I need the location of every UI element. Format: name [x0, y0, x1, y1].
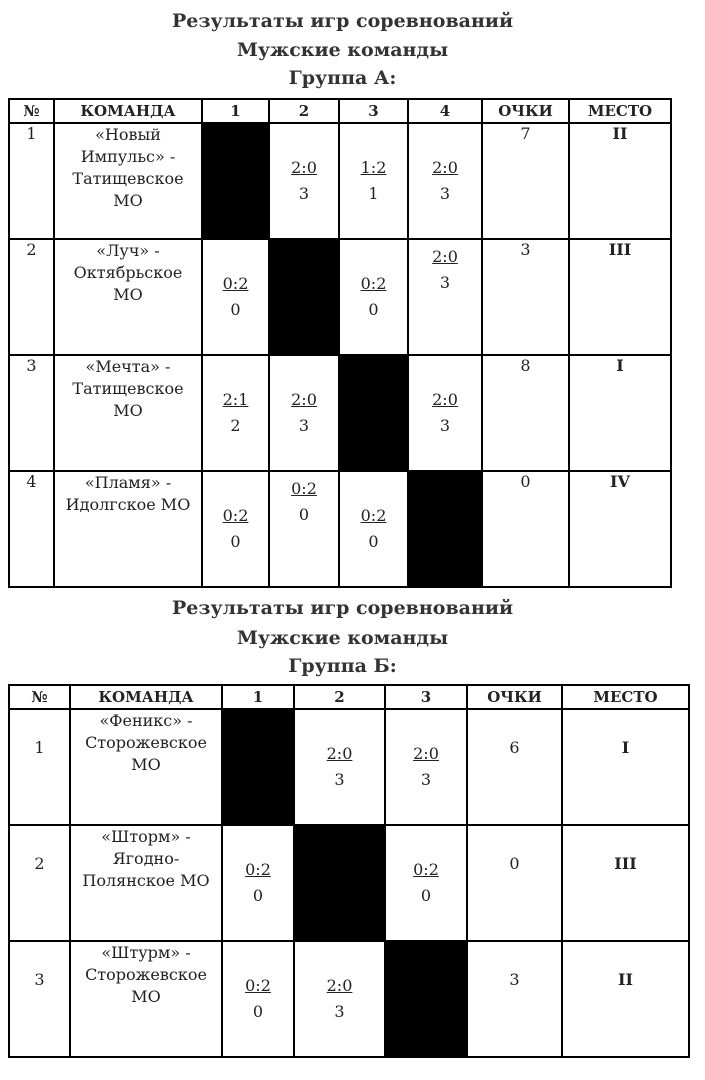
team-name	[54, 123, 202, 239]
match-points: 3	[298, 184, 310, 203]
team-name-line: Октябрьское	[73, 263, 183, 282]
match-result-cell	[339, 239, 408, 355]
match-score: 1:2	[360, 158, 387, 177]
match-result-cell	[202, 355, 269, 471]
group-a-title-line1: Результаты игр соревнований	[171, 10, 514, 32]
header-team: КОМАНДА	[70, 685, 222, 709]
self-match-cell	[202, 123, 269, 239]
team-place: I	[562, 709, 689, 825]
team-name-line: «Пламя» -	[84, 473, 172, 492]
match-score: 0:2	[222, 506, 249, 525]
match-points: 3	[439, 273, 451, 292]
match-result-cell	[294, 941, 385, 1057]
match-points: 0	[230, 532, 241, 551]
match-result-cell	[385, 825, 467, 941]
team-name-line: МО	[113, 401, 143, 420]
team-name-line: Ягодно-	[112, 849, 180, 868]
header-opponent-2: 2	[269, 99, 339, 123]
total-points: 0	[482, 471, 569, 587]
match-result-cell	[222, 941, 294, 1057]
group-b-title-line1: Результаты игр соревнований	[171, 597, 514, 619]
team-number: 2	[9, 825, 70, 941]
total-points: 0	[467, 825, 562, 941]
group-a-title-line3: Группа А:	[288, 67, 397, 89]
header-points: ОЧКИ	[467, 685, 562, 709]
header-opponent-1: 1	[222, 685, 294, 709]
match-points: 3	[420, 770, 432, 789]
team-name-line: Татищевское	[72, 169, 184, 188]
header-opponent-4: 4	[408, 99, 482, 123]
team-name-line: «Штурм» -	[101, 943, 191, 962]
header-points: ОЧКИ	[482, 99, 569, 123]
team-name-line: «Луч» -	[96, 241, 160, 260]
header-number: №	[9, 99, 54, 123]
match-result-cell	[408, 355, 482, 471]
match-points: 0	[252, 886, 264, 905]
table-row	[9, 941, 689, 1057]
self-match-cell	[294, 825, 385, 941]
self-match-cell	[385, 941, 467, 1057]
team-name	[70, 825, 222, 941]
match-points: 3	[439, 416, 451, 435]
header-number: №	[9, 685, 70, 709]
match-score: 2:0	[432, 390, 458, 409]
total-points: 6	[467, 709, 562, 825]
team-name-line: МО	[131, 987, 161, 1006]
team-name-line: МО	[131, 755, 161, 774]
table-row	[9, 825, 689, 941]
match-points: 0	[368, 532, 379, 551]
table-row	[9, 471, 671, 587]
team-name	[54, 471, 202, 587]
self-match-cell	[222, 709, 294, 825]
self-match-cell	[339, 355, 408, 471]
match-score: 2:0	[291, 158, 317, 177]
match-score: 0:2	[360, 274, 387, 293]
match-score: 0:2	[360, 506, 387, 525]
match-points: 2	[230, 416, 241, 435]
match-score: 0:2	[413, 860, 439, 879]
team-name	[70, 941, 222, 1057]
team-number: 1	[9, 123, 54, 239]
match-result-cell	[269, 471, 339, 587]
team-name-line: Сторожевское	[85, 965, 207, 984]
self-match-cell	[269, 239, 339, 355]
team-name-line: Идолгское МО	[65, 495, 191, 514]
header-place: МЕСТО	[569, 99, 671, 123]
table-row	[9, 123, 671, 239]
match-score: 0:2	[245, 976, 271, 995]
match-score: 0:2	[222, 274, 249, 293]
team-name-line: «Феникс» -	[99, 711, 193, 730]
team-name-line: «Мечта» -	[85, 357, 171, 376]
team-name-line: «Новый	[95, 125, 161, 144]
match-points: 0	[368, 300, 379, 319]
self-match-cell	[408, 471, 482, 587]
group-a-title-line2: Мужские команды	[236, 39, 449, 61]
match-score: 2:0	[432, 158, 458, 177]
group-a-header-row	[9, 99, 671, 123]
team-name	[54, 239, 202, 355]
match-result-cell	[202, 239, 269, 355]
team-number: 3	[9, 941, 70, 1057]
header-team: КОМАНДА	[54, 99, 202, 123]
total-points: 3	[467, 941, 562, 1057]
team-number: 2	[9, 239, 54, 355]
header-opponent-1: 1	[202, 99, 269, 123]
team-number: 1	[9, 709, 70, 825]
team-number: 4	[9, 471, 54, 587]
team-name-line: «Шторм» -	[101, 827, 191, 846]
match-points: 0	[298, 505, 310, 524]
header-opponent-3: 3	[385, 685, 467, 709]
match-result-cell	[385, 709, 467, 825]
match-score: 2:0	[291, 390, 317, 409]
match-points: 0	[230, 300, 241, 319]
match-points: 0	[420, 886, 432, 905]
group-b-header-row	[9, 685, 689, 709]
group-b-title-line2: Мужские команды	[236, 627, 449, 649]
match-result-cell	[222, 825, 294, 941]
team-name-line: Полянское МО	[82, 871, 210, 890]
match-points: 0	[252, 1002, 264, 1021]
total-points: 7	[482, 123, 569, 239]
table-row	[9, 355, 671, 471]
table-row	[9, 709, 689, 825]
table-row	[9, 239, 671, 355]
match-score: 2:0	[326, 976, 353, 995]
match-points: 3	[334, 770, 345, 789]
match-score: 0:2	[291, 479, 317, 498]
team-place: III	[569, 239, 671, 355]
team-name-line: Импульс» -	[80, 147, 176, 166]
team-place: III	[562, 825, 689, 941]
header-opponent-3: 3	[339, 99, 408, 123]
match-score: 2:0	[326, 744, 353, 763]
team-name	[54, 355, 202, 471]
header-opponent-2: 2	[294, 685, 385, 709]
group-b-title-line3: Группа Б:	[288, 655, 397, 677]
match-points: 3	[334, 1002, 345, 1021]
group-a-results-table	[8, 98, 672, 588]
team-name-line: Сторожевское	[85, 733, 207, 752]
team-name-line: МО	[113, 191, 143, 210]
team-name-line: Татищевское	[72, 379, 184, 398]
match-score: 0:2	[245, 860, 271, 879]
team-place: I	[569, 355, 671, 471]
total-points: 8	[482, 355, 569, 471]
group-b-results-table	[8, 684, 690, 1058]
total-points: 3	[482, 239, 569, 355]
match-result-cell	[269, 123, 339, 239]
match-result-cell	[408, 123, 482, 239]
match-result-cell	[339, 123, 408, 239]
match-result-cell	[408, 239, 482, 355]
match-points: 3	[298, 416, 310, 435]
match-result-cell	[294, 709, 385, 825]
team-number: 3	[9, 355, 54, 471]
match-result-cell	[202, 471, 269, 587]
team-place: IV	[569, 471, 671, 587]
team-place: II	[562, 941, 689, 1057]
match-score: 2:0	[432, 247, 458, 266]
team-place: II	[569, 123, 671, 239]
match-points: 1	[368, 184, 379, 203]
match-result-cell	[269, 355, 339, 471]
match-score: 2:0	[413, 744, 439, 763]
team-name-line: МО	[113, 285, 143, 304]
header-place: МЕСТО	[562, 685, 689, 709]
team-name	[70, 709, 222, 825]
match-score: 2:1	[222, 390, 249, 409]
match-result-cell	[339, 471, 408, 587]
match-points: 3	[439, 184, 451, 203]
